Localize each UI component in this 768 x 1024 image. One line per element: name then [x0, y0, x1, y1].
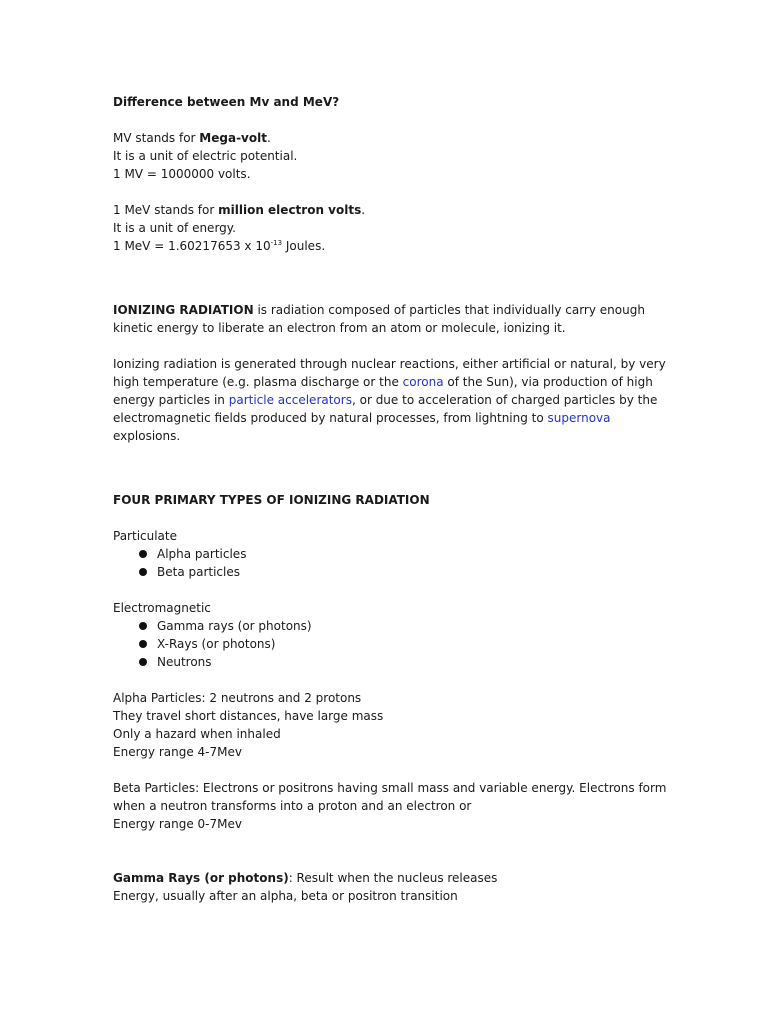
types-heading: FOUR PRIMARY TYPES OF IONIZING RADIATION: [113, 493, 430, 507]
bullet-icon: [139, 640, 147, 648]
list-item: Alpha particles: [139, 545, 673, 563]
bullet-icon: [139, 568, 147, 576]
beta-line-1: Beta Particles: Electrons or positrons having small mass and variable energy. Electrons form: [113, 781, 667, 795]
mev-line-1: 1 MeV stands for million electron volts.: [113, 203, 366, 217]
mev-line-2: It is a unit of energy.: [113, 221, 236, 235]
gamma-line-1: Gamma Rays (or photons): Result when the nucleus releases: [113, 871, 498, 885]
mv-line-3: 1 MV = 1000000 volts.: [113, 167, 251, 181]
mv-line-1: MV stands for Mega-volt.: [113, 131, 271, 145]
list-item: Neutrons: [139, 653, 673, 671]
beta-line-3: Energy range 0-7Mev: [113, 817, 242, 831]
particulate-list: [113, 545, 673, 581]
list-item: Gamma rays (or photons): [139, 617, 673, 635]
bullet-icon: [139, 622, 147, 630]
particulate-label: Particulate: [113, 529, 178, 543]
alpha-line-1: Alpha Particles: 2 neutrons and 2 protons: [113, 691, 362, 705]
gamma-line-2: Energy, usually after an alpha, beta or positron transition: [113, 889, 458, 903]
electromagnetic-list: [113, 617, 673, 671]
alpha-line-4: Energy range 4-7Mev: [113, 745, 242, 759]
ionizing-paragraph-2: Ionizing radiation is generated through nuclear reactions, either artificial or natural, by very high temperature (e.g. plasma discharge or the corona of the Sun), via production of high energy particles in particle accelerators, or due to acceleration of charged particles by the electromagnetic fields produced by natural processes, from lightning to supernova explosions.: [113, 357, 666, 443]
beta-line-2: when a neutron transforms into a proton and an electron or: [113, 799, 472, 813]
corona-link[interactable]: corona: [402, 375, 444, 389]
document-title: Difference between Mv and MeV?: [113, 95, 340, 109]
alpha-line-2: They travel short distances, have large mass: [113, 709, 384, 723]
mv-line-2: It is a unit of electric potential.: [113, 149, 298, 163]
alpha-line-3: Only a hazard when inhaled: [113, 727, 281, 741]
bullet-icon: [139, 550, 147, 558]
supernova-link[interactable]: supernova: [547, 411, 611, 425]
list-item: Beta particles: [139, 563, 673, 581]
bullet-icon: [139, 658, 147, 666]
list-item: X-Rays (or photons): [139, 635, 673, 653]
ionizing-paragraph-1: IONIZING RADIATION is radiation composed of particles that individually carry enough kinetic energy to liberate an electron from an atom or molecule, ionizing it.: [113, 303, 645, 335]
electromagnetic-label: Electromagnetic: [113, 601, 211, 615]
particle-accelerators-link[interactable]: particle accelerators: [228, 393, 352, 407]
document-content: [113, 93, 673, 905]
mev-line-3: 1 MeV = 1.60217653 x $10^{-13}$ Joules.: [113, 239, 326, 253]
